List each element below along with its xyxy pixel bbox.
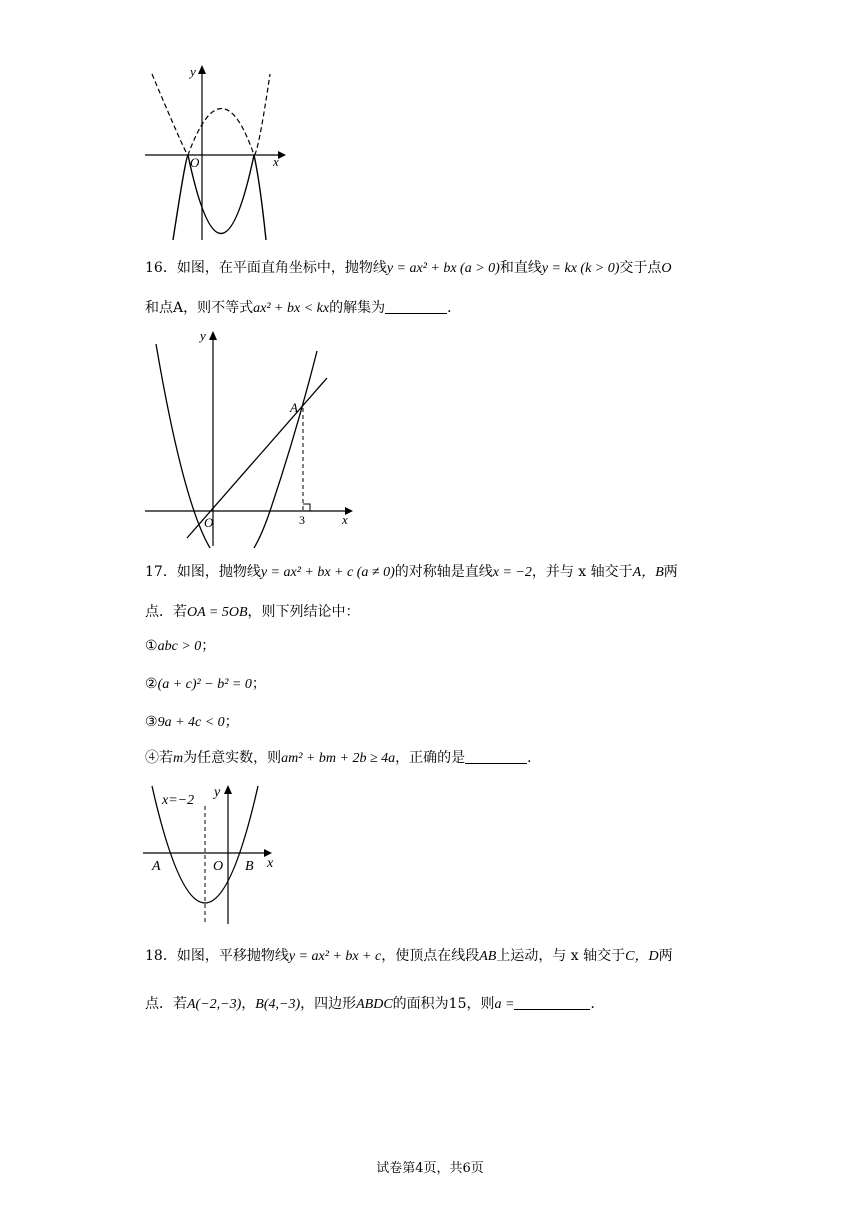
y-label: y: [190, 64, 196, 79]
point-b-label: B: [245, 859, 254, 874]
q16-line2: [145, 298, 461, 319]
q18-end: ．: [590, 996, 605, 1012]
q17-condition: OA = 5OB: [187, 605, 248, 620]
c4-m: m: [173, 751, 184, 766]
c2-expr: (a + c)² − b² = 0: [157, 677, 252, 692]
solid-upward-parabola: [173, 155, 266, 240]
q17-line2: [145, 602, 360, 623]
x-label: x: [342, 512, 348, 527]
y-label: y: [214, 785, 221, 800]
c1-expr: abc > 0: [157, 639, 202, 654]
q17-conclusion-3: [145, 712, 239, 733]
c3-mark: ③: [145, 714, 158, 730]
c4-mark: ④若: [145, 750, 173, 766]
y-label: y: [200, 328, 206, 343]
x-label: x: [267, 856, 274, 871]
symmetry-axis-label: x=−2: [162, 793, 195, 808]
q18-line1: [145, 946, 673, 967]
q18-number: 18．: [145, 948, 177, 964]
figure-q15: [140, 62, 290, 244]
q18-text3: 上运动，与 x 轴交于: [496, 948, 626, 964]
q18-text4: 两: [658, 948, 673, 964]
point-a-label: A: [152, 859, 161, 874]
page-footer: 试卷第4页，共6页: [376, 1161, 484, 1176]
q16-answer-blank[interactable]: [385, 299, 447, 314]
right-angle-mark: [303, 504, 310, 511]
q18-text5: 点．若: [145, 996, 187, 1012]
q16-text3: 交于点: [619, 260, 662, 276]
origin-label: O: [204, 515, 214, 530]
c4-end: ，正确的是: [395, 750, 466, 766]
q18-text7: ，四边形: [300, 996, 357, 1012]
c2-end: ；: [251, 676, 266, 692]
tick-3-label: 3: [299, 513, 305, 527]
q17-answer-blank[interactable]: [465, 749, 527, 764]
origin-label: O: [213, 859, 224, 874]
q17-line1: [145, 562, 678, 583]
q18-text1: 如图，平移抛物线: [176, 948, 289, 964]
q18-text8: 的面积为15，则: [392, 996, 495, 1012]
q17-conclusion-4: [145, 748, 541, 769]
y-axis-arrow: [224, 785, 232, 794]
x-axis-arrow: [278, 151, 286, 159]
q18-point-b: B(4,−3): [255, 997, 301, 1012]
q17-text2: 的对称轴是直线: [394, 564, 493, 580]
c4-expr: am² + bm + 2b ≥ 4a: [281, 751, 396, 766]
q16-line1: [145, 258, 672, 279]
q17-conclusion-2: [145, 674, 266, 695]
q16-text4: 和点A，则不等式: [145, 300, 254, 316]
q18-segment: AB: [479, 949, 497, 964]
q17-text6: ，则下列结论中：: [247, 604, 360, 620]
line-y-kx: [187, 378, 327, 538]
q17-points: A，B: [632, 565, 664, 580]
point-a-label: A: [290, 400, 298, 415]
q17-text4: 两: [663, 564, 678, 580]
q17-conclusion-1: [145, 636, 215, 657]
q17-parabola: y = ax² + bx + c (a ≠ 0): [260, 565, 395, 580]
q17-axis: x = −2: [492, 565, 532, 580]
q18-parabola: y = ax² + bx + c: [288, 949, 382, 964]
q16-text2: 和直线: [499, 260, 542, 276]
origin-label: O: [190, 155, 200, 170]
q17-text5: 点．若: [145, 604, 187, 620]
c1-mark: ①: [145, 638, 158, 654]
q16-inequality: ax² + bx < kx: [253, 301, 330, 316]
x-label: x: [273, 154, 279, 169]
q16-point-o: O: [661, 261, 672, 276]
y-axis-arrow: [209, 331, 217, 340]
c2-mark: ②: [145, 676, 158, 692]
figure-q17: [140, 778, 285, 928]
q17-end: ．: [527, 750, 542, 766]
parabola: [156, 344, 317, 548]
q18-point-a: A(−2,−3): [187, 997, 242, 1012]
q16-end: ．: [447, 300, 462, 316]
q18-text2: ，使顶点在线段: [381, 948, 480, 964]
q18-text6: ，: [241, 996, 256, 1012]
c4-text: 为任意实数，则: [183, 750, 282, 766]
q18-points: C，D: [625, 949, 659, 964]
q17-number: 17．: [145, 564, 177, 580]
c3-end: ；: [224, 714, 239, 730]
q16-line-eq: y = kx (k > 0): [541, 261, 620, 276]
q16-number: 16．: [145, 260, 177, 276]
q16-text5: 的解集为: [329, 300, 386, 316]
q17-text3: ，并与 x 轴交于: [531, 564, 633, 580]
q17-text1: 如图，抛物线: [176, 564, 261, 580]
figure-q16: [140, 326, 365, 548]
c1-end: ；: [201, 638, 216, 654]
q16-text1: 如图，在平面直角坐标中，抛物线: [176, 260, 387, 276]
c3-expr: 9a + 4c < 0: [157, 715, 225, 730]
dashed-downward-parabola: [152, 74, 270, 155]
q18-line2: [145, 994, 604, 1015]
q18-quad: ABDC: [356, 997, 393, 1012]
q16-parabola: y = ax² + bx (a > 0): [386, 261, 500, 276]
q18-answer-blank[interactable]: [514, 995, 590, 1010]
y-axis-arrow: [198, 65, 206, 74]
q18-answer-var: a =: [494, 997, 515, 1012]
